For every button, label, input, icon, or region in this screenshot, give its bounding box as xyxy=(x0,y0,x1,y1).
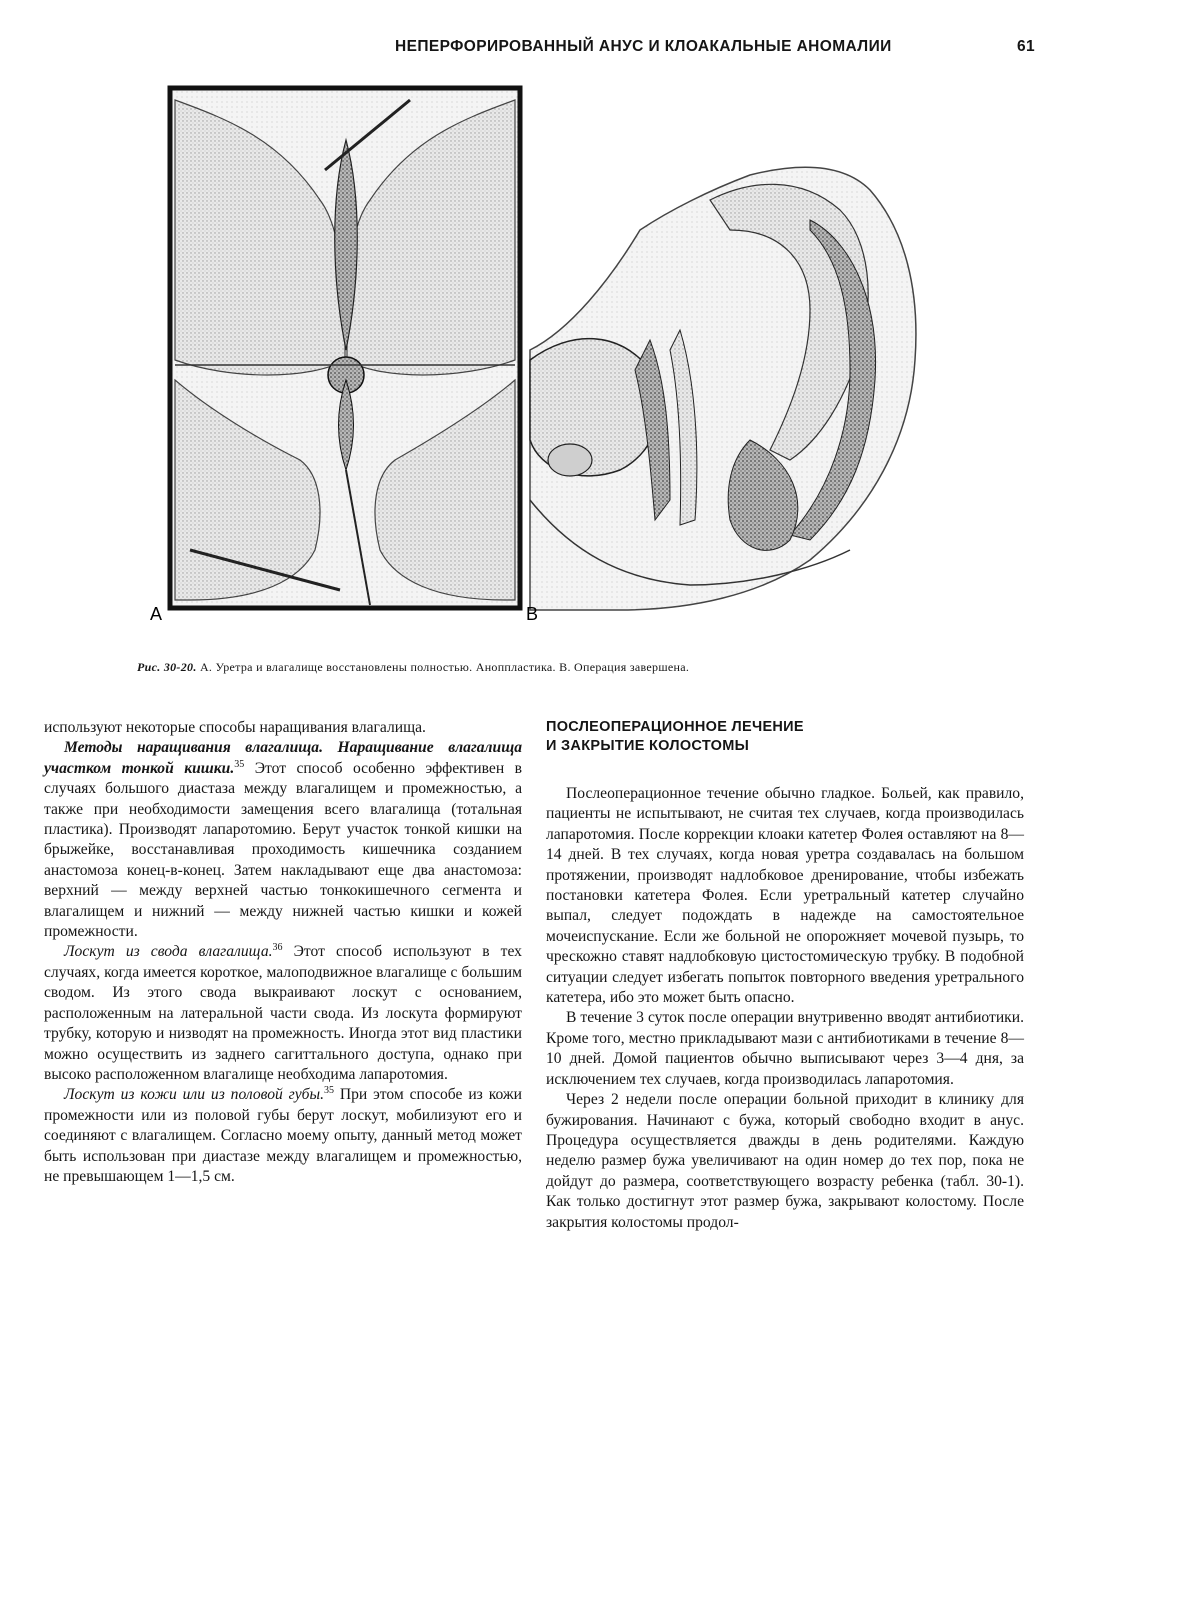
left-paragraph-4 xyxy=(44,1085,522,1187)
right-paragraph-2: В течение 3 суток после операции внутривенно вводят антибиотики. Кроме того, местно прикладывают мази с антибиотиками в течение 8—10 дней. Домой пациентов обычно выписывают через 3—4 дня, за исключением тех случаев, когда производилась лапаротомия. xyxy=(546,1009,1024,1088)
left-paragraph-2 xyxy=(44,738,522,942)
vaginal-lengthening-heading: Методы наращивания влагалища. Наращивание влагалища участком тонкой кишки. xyxy=(44,739,522,777)
left-column xyxy=(44,718,522,1187)
figure-caption xyxy=(137,660,1037,675)
left-paragraph-3 xyxy=(44,942,522,1085)
caption-figure-ref: Рис. 30-20. xyxy=(137,660,197,674)
page-number: 61 xyxy=(1016,38,1035,55)
left-paragraph-2-body: Этот способ особенно эффективен в случаях большого диастаза между влагалищем и промежностью, а также при необходимости замещения всего влагалища (тотальная пластика). Производят лапаротомию. Берут участок тонкой кишки на брыжейке, восстанавливая проходимость кишечника созданием анастомоза конец-в-конец. Затем накладывают еще два анастомоза: верхний — между верхней частью тонкокишечного сегмента и влагалищем и нижний — между нижней частью кишки и кожей промежности. xyxy=(44,759,522,941)
figure-svg xyxy=(150,80,970,640)
section-title-line-2: И ЗАКРЫТИЕ КОЛОСТОМЫ xyxy=(546,738,750,754)
figure-illustration xyxy=(150,80,970,640)
panel-b-drawing xyxy=(530,167,916,610)
section-title xyxy=(546,718,1024,756)
panel-a-drawing xyxy=(170,88,520,608)
panel-b-label: B xyxy=(526,604,539,624)
left-paragraph-3-body: Этот способ используют в тех случаях, когда имеется короткое, малоподвижное влагалище с большим сводом. Из этого свода выкраивают лоскут с основанием, расположенным на латеральной части свода. Из лоскута формируют трубку, которую и низводят на промежность. Иногда этот вид пластики можно осуществить из заднего сагиттального доступа, однако при высоко расположенном влагалище необходима лапаротомия. xyxy=(44,943,522,1083)
skin-labia-flap-heading: Лоскут из кожи или из половой губы. xyxy=(64,1086,324,1104)
vaginal-vault-flap-heading: Лоскут из свода влагалища. xyxy=(64,943,273,961)
right-column xyxy=(546,718,1024,1233)
section-title-line-1: ПОСЛЕОПЕРАЦИОННОЕ ЛЕЧЕНИЕ xyxy=(546,719,804,735)
right-paragraph-3: Через 2 недели после операции больной приходит в клинику для бужирования. Начинают с бужа, который свободно входит в анус. Процедура осуществляется дважды в день родителями. Каждую неделю размер бужа увеличивают на один номер до тех пор, пока не дойдут до размера, соответствующего возрасту ребенка (табл. 30-1). Как только достигнут этот размер бужа, закрывают колостому. После закрытия колостомы продол- xyxy=(546,1091,1024,1231)
left-paragraph-1: используют некоторые способы наращивания влагалища. xyxy=(44,719,426,736)
reference-35: 35 xyxy=(234,758,245,770)
running-title: НЕПЕРФОРИРОВАННЫЙ АНУС И КЛОАКАЛЬНЫЕ АНОМАЛИИ xyxy=(395,38,892,55)
caption-text: А. Уретра и влагалище восстановлены полностью. Аноппластика. В. Операция завершена. xyxy=(196,660,690,674)
reference-35b: 35 xyxy=(323,1085,334,1097)
right-paragraph-1: Послеоперационное течение обычно гладкое. Больей, как правило, пациенты не испытывают, не считая тех случаев, когда производилась лапаротомия. После коррекции клоаки катетер Фолея оставляют на 8—14 дней. В тех случаях, когда новая уретра создавалась на большом протяжении, производят надлобковое дренирование, чтобы избежать постановки катетера Фолея. Если уретральный катетер случайно выпал, следует подождать в надежде на самостоятельное мочеиспускание. Если же больной не опорожняет мочевой пузырь, то чрескожно ставят надлобковую цистостомическую трубку. В подобной ситуации следует избегать попыток повторного введения уретрального катетера, ибо это может быть опасно. xyxy=(546,785,1024,1007)
left-paragraph-4-body: При этом способе из кожи промежности или из половой губы берут лоскут, мобилизуют его и соединяют с влагалищем. Согласно моему опыту, данный метод может быть использован при диастазе между влагалищем и промежностью, не превышающем 1—1,5 см. xyxy=(44,1086,522,1185)
panel-a-label: A xyxy=(150,604,163,624)
reference-36: 36 xyxy=(272,942,283,954)
